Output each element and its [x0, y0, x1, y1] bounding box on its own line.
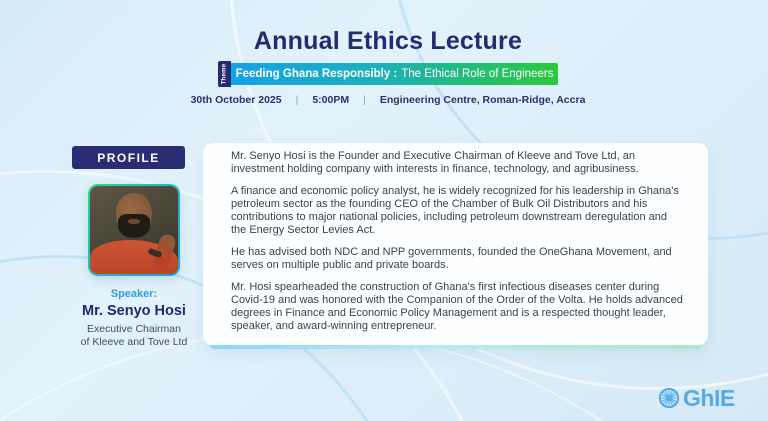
photo-face — [128, 219, 140, 224]
card-accent-bar — [210, 345, 702, 349]
theme-title-rest: The Ethical Role of Engineers — [401, 68, 554, 80]
bio-paragraph: He has advised both NDC and NPP governments, founded the OneGhana Movement, and serves on multiple public and private boards. — [231, 246, 672, 271]
photo-beard — [118, 214, 150, 238]
event-title: Annual Ethics Lecture — [253, 27, 523, 55]
theme-title-highlight: Feeding Ghana Responsibly : — [235, 68, 398, 80]
speaker-label: Speaker: — [110, 288, 158, 300]
speaker-photo — [90, 186, 178, 274]
speaker-role — [38, 323, 230, 349]
speaker-photo-frame — [88, 184, 180, 276]
bio-card — [203, 143, 708, 345]
bio-paragraph: Mr. Senyo Hosi is the Founder and Executive Chairman of Kleeve and Tove Ltd, an investment holding company with interests in finance, technology, and agribusiness. — [231, 150, 639, 175]
theme-tab-label: Theme — [221, 63, 228, 85]
theme-tab — [218, 61, 231, 87]
theme-banner — [231, 63, 558, 85]
logo-text: GhIE — [683, 385, 735, 411]
bio-paragraph: A finance and economic policy analyst, he is widely recognized for his leadership in Ghana's petroleum sector as the founding CEO of the Chamber of Bulk Oil Distributors and his contributions to major national policies, including petroleum downstream deregulation and the Energy Sector Levies Act. — [231, 185, 679, 236]
speaker-role-line2: of Kleeve and Tove Ltd — [80, 336, 188, 348]
bio-paragraph: Mr. Hosi spearheaded the construction of Ghana's first infectious diseases center during Covid-19 and was honored with the Companion of the Order of the Volta. He holds advanced degrees in Finance and Economic Policy Management and is a respected thought leader, speaker, and award-winning entrepreneur. — [231, 281, 683, 332]
divider: | — [295, 94, 299, 106]
speaker-name: Mr. Senyo Hosi — [82, 303, 186, 319]
ghie-logo — [658, 387, 735, 409]
divider: | — [363, 94, 366, 106]
event-venue: Engineering Centre, Roman-Ridge, Accra — [379, 94, 586, 106]
event-when-row — [108, 94, 668, 106]
event-time: 5:00PM — [312, 94, 350, 106]
event-date: 30th October 2025 — [190, 94, 282, 106]
speaker-role-line1: Executive Chairman — [87, 323, 181, 335]
profile-badge: PROFILE — [72, 146, 185, 169]
theme-banner-row — [218, 61, 558, 87]
wheel-icon — [658, 387, 680, 409]
